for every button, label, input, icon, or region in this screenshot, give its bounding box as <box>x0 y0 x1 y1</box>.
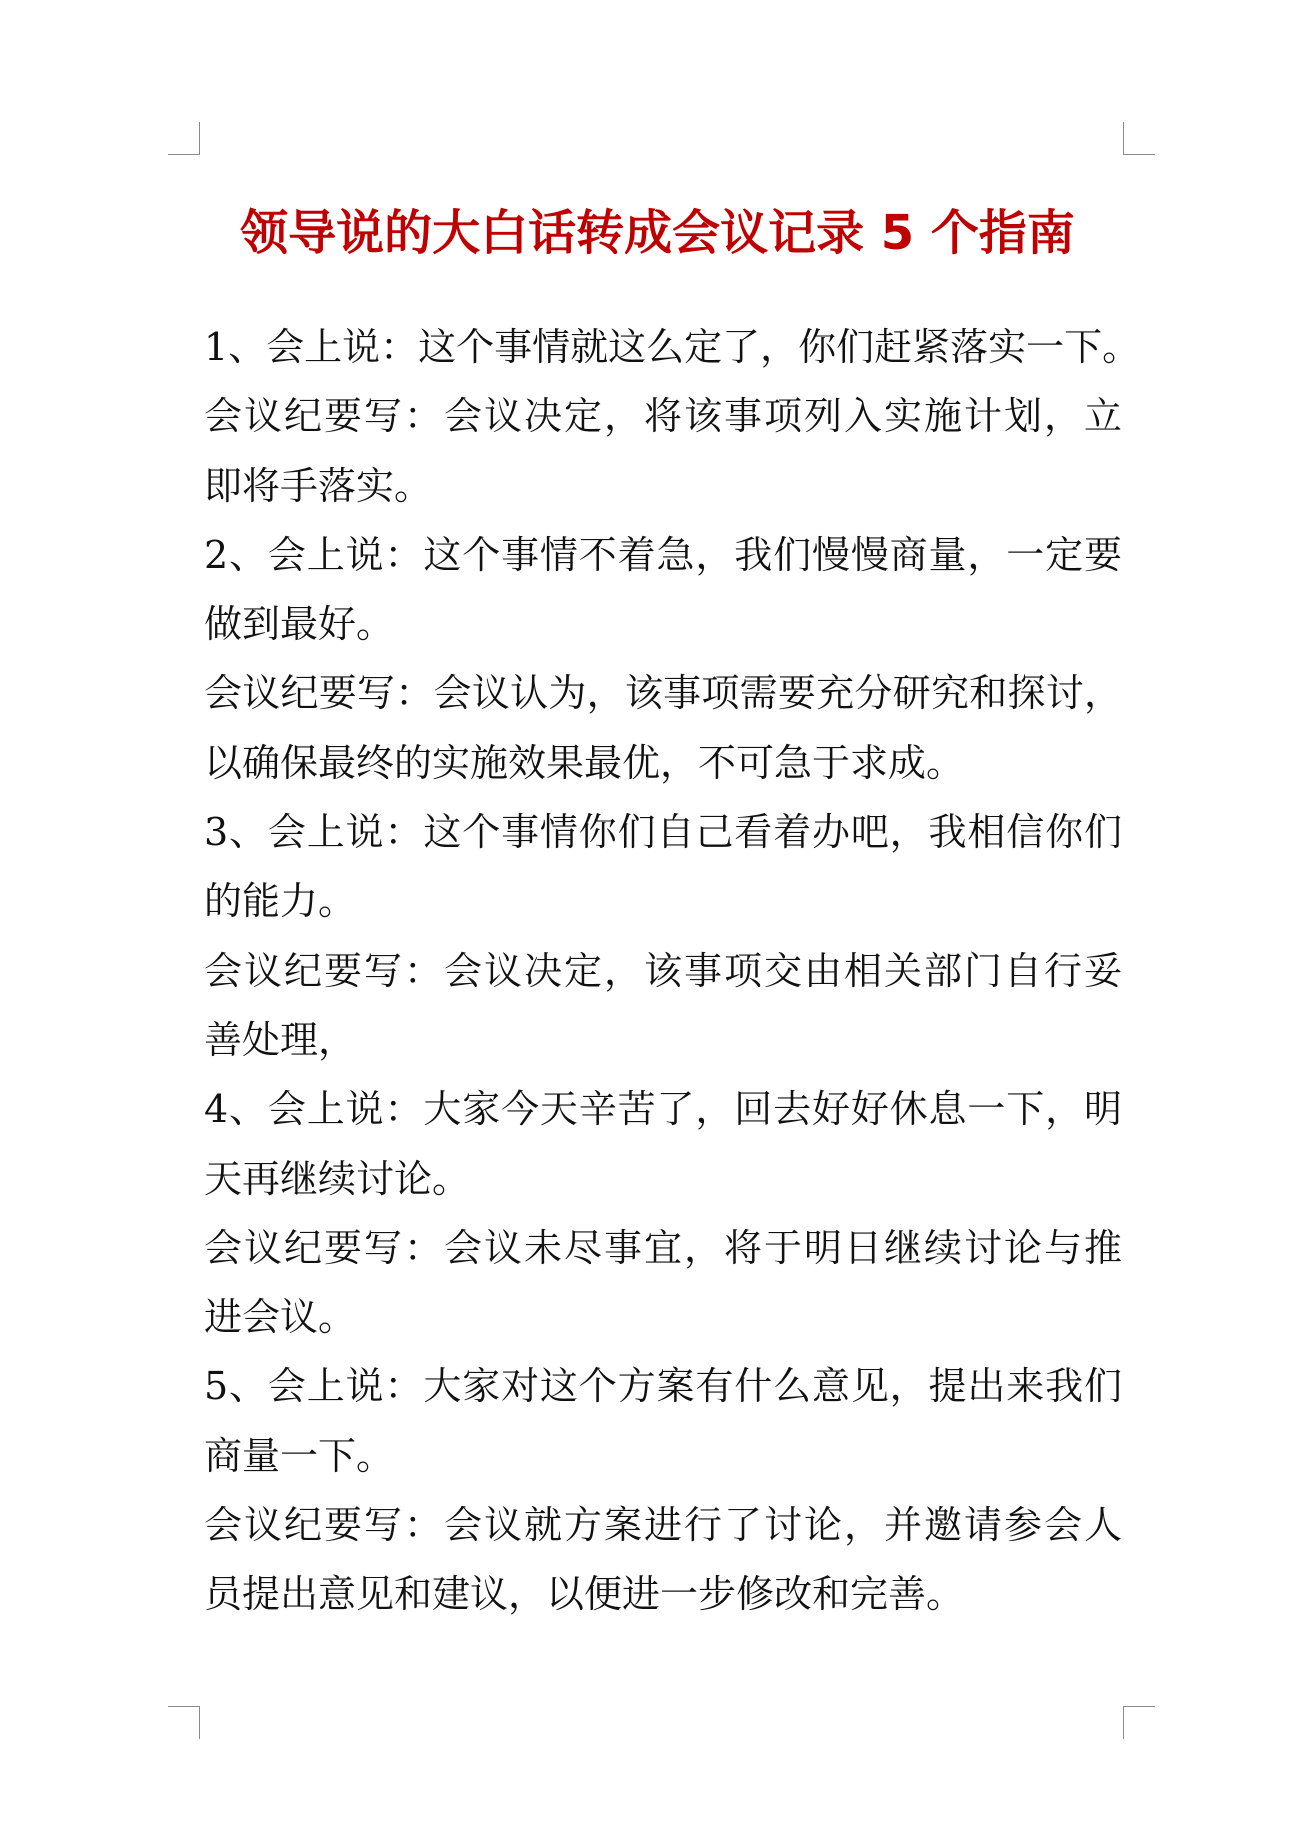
paragraph <box>204 1491 1122 1630</box>
text-line: 以确保最终的实施效果最优，不可急于求成。 <box>204 740 965 785</box>
text-line: 善处理， <box>204 1017 357 1062</box>
text-line: 4、会上说：大家今天辛苦了，回去好好休息一下，明 <box>204 1087 1122 1132</box>
paragraph <box>204 1075 1122 1214</box>
text-line: 会议纪要写：会议就方案进行了讨论，并邀请参会人 <box>204 1503 1122 1548</box>
text-line: 做到最好。 <box>204 602 395 647</box>
text-line: 商量一下。 <box>204 1433 395 1478</box>
paragraph <box>204 521 1122 660</box>
text-line: 员提出意见和建议，以便进一步修改和完善。 <box>204 1572 965 1617</box>
text-line: 会议纪要写：会议未尽事宜，将于明日继续讨论与推 <box>204 1225 1122 1270</box>
corner-mark-top-left <box>168 122 200 155</box>
text-line: 会议纪要写：会议认为，该事项需要充分研究和探讨， <box>204 671 1122 716</box>
paragraph <box>204 1352 1122 1491</box>
corner-mark-bottom-left <box>168 1706 200 1739</box>
text-line: 2、会上说：这个事情不着急，我们慢慢商量，一定要 <box>204 532 1122 577</box>
text-line: 会议纪要写：会议决定，该事项交由相关部门自行妥 <box>204 948 1122 993</box>
paragraph <box>204 382 1122 521</box>
text-line: 的能力。 <box>204 879 357 924</box>
document-title: 领导说的大白话转成会议记录 5 个指南 <box>240 205 1075 261</box>
text-line: 5、会上说：大家对这个方案有什么意见，提出来我们 <box>204 1364 1122 1409</box>
corner-mark-top-right <box>1123 122 1155 155</box>
paragraph <box>204 937 1122 1076</box>
paragraph <box>204 1214 1122 1353</box>
text-line: 1、会上说：这个事情就这么定了，你们赶紧落实一下。 <box>204 325 1141 369</box>
text-line: 会议纪要写：会议决定，将该事项列入实施计划，立 <box>204 394 1122 439</box>
document-body <box>204 313 1141 1630</box>
paragraph <box>204 313 1141 382</box>
paragraph <box>204 659 1122 798</box>
text-line: 3、会上说：这个事情你们自己看着办吧，我相信你们 <box>204 810 1122 855</box>
text-line: 天再继续讨论。 <box>204 1156 471 1201</box>
paragraph <box>204 798 1122 937</box>
text-line: 即将手落实。 <box>204 463 433 508</box>
corner-mark-bottom-right <box>1123 1706 1155 1739</box>
text-line: 进会议。 <box>204 1295 357 1340</box>
